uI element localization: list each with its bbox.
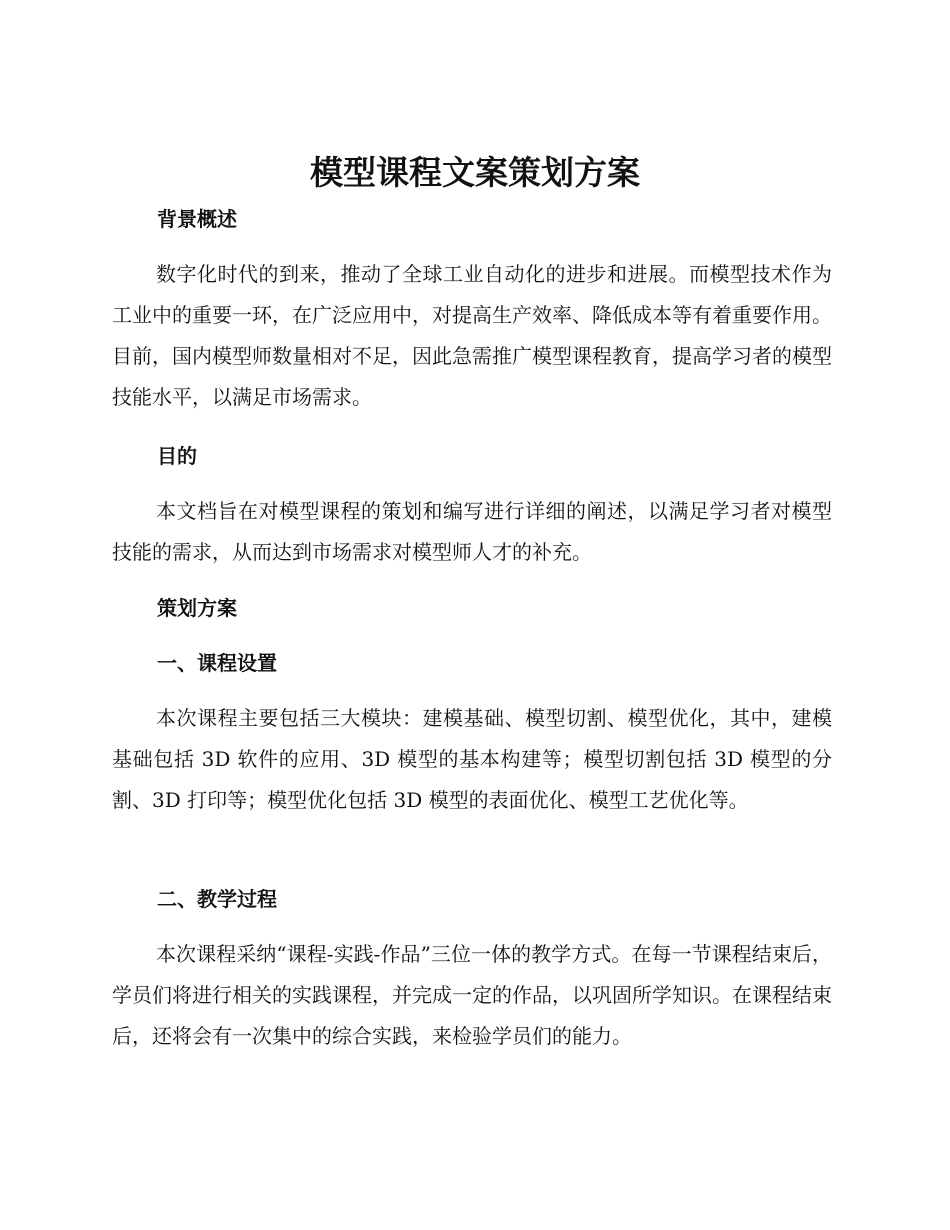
section-heading-purpose: 目的 xyxy=(157,444,197,468)
section-heading-teaching-process: 二、教学过程 xyxy=(157,887,277,911)
section-heading-plan: 策划方案 xyxy=(157,596,237,620)
section-heading-background: 背景概述 xyxy=(157,207,237,231)
section-heading-course-setup: 一、课程设置 xyxy=(157,651,277,675)
section-paragraph-background: 数字化时代的到来，推动了全球工业自动化的进步和进展。而模型技术作为工业中的重要一环，在广泛应用中，对提高生产效率、降低成本等有着重要作用。目前，国内模型师数量相对不足，因此急需推广模型课程教育，提高学习者的模型技能水平，以满足市场需求。 xyxy=(112,262,832,409)
section-paragraph-course-setup: 本次课程主要包括三大模块：建模基础、模型切割、模型优化，其中，建模基础包括 3D 软件的应用、3D 模型的基本构建等；模型切割包括 3D 模型的分割、3D 打印等；模型优化包括 3D 模型的表面优化、模型工艺优化等。 xyxy=(112,706,832,812)
section-paragraph-teaching-process: 本次课程采纳“课程-实践-作品”三位一体的教学方式。在每一节课程结束后，学员们将进行相关的实践课程，并完成一定的作品，以巩固所学知识。在课程结束后，还将会有一次集中的综合实践，来检验学员们的能力。 xyxy=(112,942,832,1048)
document-title: 模型课程文案策划方案 xyxy=(310,153,640,192)
section-paragraph-purpose: 本文档旨在对模型课程的策划和编写进行详细的阐述，以满足学习者对模型技能的需求，从而达到市场需求对模型师人才的补充。 xyxy=(112,499,832,564)
